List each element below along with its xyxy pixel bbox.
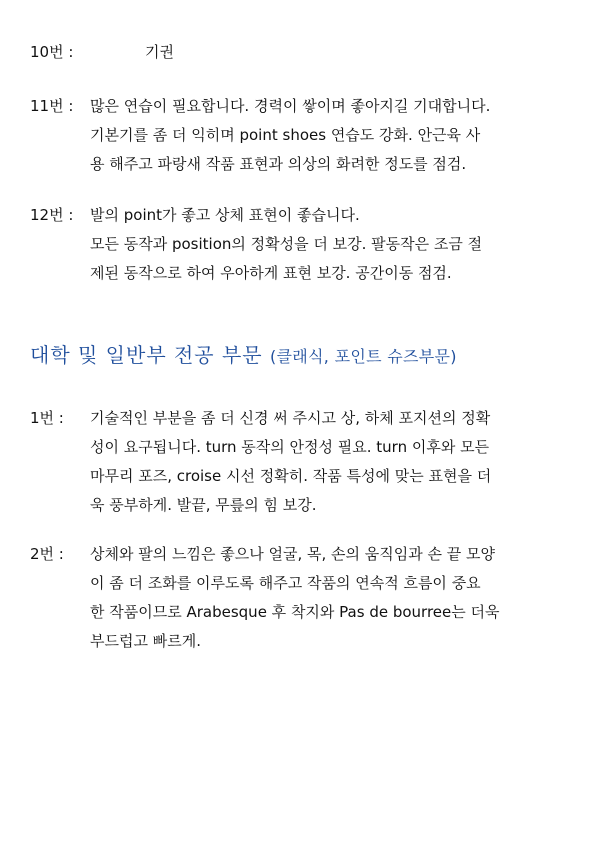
entry-line: 성이 요구됩니다. turn 동작의 안정성 필요. turn 이후와 모든 [90,438,490,456]
section-heading [30,340,457,372]
entry-number: 11번 : [30,97,74,115]
entry-line: 용 해주고 파랑새 작품 표현과 의상의 화려한 정도를 점검. [90,155,467,173]
entry-line: 한 작품이므로 Arabesque 후 착지와 Pas de bourree는 더욱 [90,603,500,621]
entry-text [90,92,580,179]
section-title: 대학 및 일반부 전공 부문 [30,343,263,367]
entry-line: 이 좀 더 조화를 이루도록 해주고 작품의 연속적 흐름이 중요 [90,574,481,592]
entry-line: 욱 풍부하게. 발끝, 무릎의 힘 보강. [90,496,317,514]
entry-line: 기술적인 부분을 좀 더 신경 써 주시고 상, 하체 포지션의 정확 [90,409,491,427]
entry-text [90,404,580,520]
entry-line: 마무리 포즈, croise 시선 정확히. 작품 특성에 맞는 표현을 더 [90,467,492,485]
entry-line: 상체와 팔의 느낌은 좋으나 얼굴, 목, 손의 움직임과 손 끝 모양 [90,545,495,563]
entry-number: 12번 : [30,206,74,224]
entry-number: 2번 : [30,545,64,563]
entry-line: 많은 연습이 필요합니다. 경력이 쌓이며 좋아지길 기대합니다. [90,97,491,115]
entry-line: 기본기를 좀 더 익히며 point shoes 연습도 강화. 안근육 사 [90,126,481,144]
entry-text [90,201,580,288]
entry-line: 기권 [145,43,174,61]
entry-line: 모든 동작과 position의 정확성을 더 보강. 팔동작은 조금 절 [90,235,483,253]
entry-number: 10번 : [30,43,74,61]
entry-line: 발의 point가 좋고 상체 표현이 좋습니다. [90,206,360,224]
entry-line: 제된 동작으로 하여 우아하게 표현 보강. 공간이동 점검. [90,264,452,282]
entry-text [90,540,580,656]
entry-line: 부드럽고 빠르게. [90,632,201,650]
entry-number: 1번 : [30,409,64,427]
entry-text [145,38,600,67]
section-subtitle: (클래식, 포인트 슈즈부문) [270,347,457,366]
